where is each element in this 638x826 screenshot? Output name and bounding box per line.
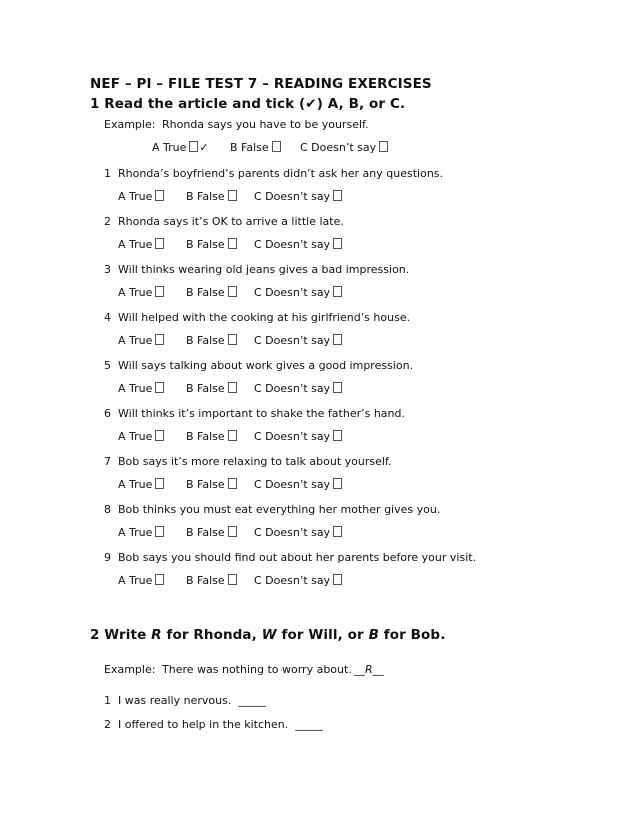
section2-example-text: There was nothing to worry about. [162, 663, 352, 676]
option-a: A True [118, 478, 164, 491]
checkbox-icon[interactable] [272, 141, 281, 152]
question-item: 2 Rhonda says it’s OK to arrive a little late. [104, 215, 344, 228]
checkbox-icon[interactable] [155, 526, 164, 537]
question-text: Rhonda’s boyfriend’s parents didn’t ask her any questions. [118, 167, 444, 180]
checkbox-icon[interactable] [333, 430, 342, 441]
check-mark-icon: ✓ [199, 141, 209, 154]
question-text: Rhonda says it’s OK to arrive a little late. [118, 215, 344, 228]
checkbox-icon[interactable] [155, 478, 164, 489]
checkbox-icon[interactable] [333, 238, 342, 249]
checkbox-icon[interactable] [155, 382, 164, 393]
question-text: Bob says you should find out about her parents before your visit. [118, 551, 477, 564]
option-b: B False [186, 238, 237, 251]
option-a: A True [118, 334, 164, 347]
checkbox-icon[interactable] [189, 141, 198, 152]
answer-blank[interactable]: _____ [238, 694, 266, 707]
example-option-c: C Doesn’t say [300, 141, 388, 154]
option-a: A True [118, 190, 164, 203]
option-a: A True [118, 238, 164, 251]
checkbox-icon[interactable] [228, 526, 237, 537]
option-a: A True [118, 526, 164, 539]
checkbox-icon[interactable] [333, 526, 342, 537]
option-c: C Doesn’t say [254, 430, 342, 443]
question-text: Bob thinks you must eat everything her mother gives you. [118, 503, 441, 516]
option-a: A True [118, 382, 164, 395]
page-title: NEF – PI – FILE TEST 7 – READING EXERCISES [90, 76, 432, 92]
option-b: B False [186, 334, 237, 347]
checkbox-icon[interactable] [228, 190, 237, 201]
option-b: B False [186, 478, 237, 491]
checkbox-icon[interactable] [333, 190, 342, 201]
question-item: 3 Will thinks wearing old jeans gives a bad impression. [104, 263, 410, 276]
question-item: 6 Will thinks it’s important to shake the father’s hand. [104, 407, 405, 420]
option-b: B False [186, 430, 237, 443]
option-b: B False [186, 526, 237, 539]
section2-example-label: Example: [104, 663, 156, 676]
checkbox-icon[interactable] [155, 190, 164, 201]
option-a: A True [118, 286, 164, 299]
checkbox-icon[interactable] [228, 478, 237, 489]
question-item: 5 Will says talking about work gives a good impression. [104, 359, 414, 372]
question-text: Will says talking about work gives a good impression. [118, 359, 414, 372]
checkbox-icon[interactable] [228, 334, 237, 345]
example-option-a: A True ✓ [152, 141, 209, 154]
checkbox-icon[interactable] [155, 574, 164, 585]
option-c: C Doesn’t say [254, 190, 342, 203]
question-item: 4 Will helped with the cooking at his girlfriend’s house. [104, 311, 411, 324]
section1-example-label: Example: [104, 118, 156, 131]
option-c: C Doesn’t say [254, 334, 342, 347]
question-text: Will thinks it’s important to shake the father’s hand. [118, 407, 405, 420]
question-text: Will thinks wearing old jeans gives a bad impression. [118, 263, 410, 276]
section1-example-text: Rhonda says you have to be yourself. [162, 118, 369, 131]
checkbox-icon[interactable] [333, 334, 342, 345]
option-c: C Doesn’t say [254, 574, 342, 587]
checkbox-icon[interactable] [228, 286, 237, 297]
option-a: A True [118, 430, 164, 443]
checkbox-icon[interactable] [155, 238, 164, 249]
checkbox-icon[interactable] [379, 141, 388, 152]
option-c: C Doesn’t say [254, 382, 342, 395]
section2-heading: 2 Write R for Rhonda, W for Will, or B for Bob. [90, 627, 446, 643]
option-a: A True [118, 574, 164, 587]
option-c: C Doesn’t say [254, 238, 342, 251]
option-b: B False [186, 382, 237, 395]
question-item: 7 Bob says it’s more relaxing to talk about yourself. [104, 455, 392, 468]
example-option-b: B False [230, 141, 281, 154]
checkbox-icon[interactable] [333, 286, 342, 297]
answer-blank[interactable]: _____ [295, 718, 323, 731]
question-text: Will helped with the cooking at his girlfriend’s house. [118, 311, 411, 324]
question-item: 9 Bob says you should find out about her parents before your visit. [104, 551, 477, 564]
question-item: 8 Bob thinks you must eat everything her mother gives you. [104, 503, 441, 516]
checkbox-icon[interactable] [155, 430, 164, 441]
option-b: B False [186, 190, 237, 203]
question-item: 1 Rhonda’s boyfriend’s parents didn’t ask her any questions. [104, 167, 444, 180]
checkbox-icon[interactable] [155, 286, 164, 297]
checkbox-icon[interactable] [228, 238, 237, 249]
section2-item: 1 I was really nervous. _____ [104, 694, 266, 707]
option-b: B False [186, 286, 237, 299]
checkbox-icon[interactable] [333, 574, 342, 585]
question-text: Bob says it’s more relaxing to talk about yourself. [118, 455, 392, 468]
checkbox-icon[interactable] [228, 382, 237, 393]
checkbox-icon[interactable] [228, 574, 237, 585]
checkbox-icon[interactable] [155, 334, 164, 345]
section1-heading: 1 Read the article and tick (✔) A, B, or C. [90, 96, 406, 112]
option-c: C Doesn’t say [254, 478, 342, 491]
option-c: C Doesn’t say [254, 526, 342, 539]
option-b: B False [186, 574, 237, 587]
checkbox-icon[interactable] [333, 478, 342, 489]
checkbox-icon[interactable] [228, 430, 237, 441]
option-c: C Doesn’t say [254, 286, 342, 299]
checkbox-icon[interactable] [333, 382, 342, 393]
section2-example-answer: __R__ [354, 663, 384, 676]
section2-item: 2 I offered to help in the kitchen. _____ [104, 718, 323, 731]
